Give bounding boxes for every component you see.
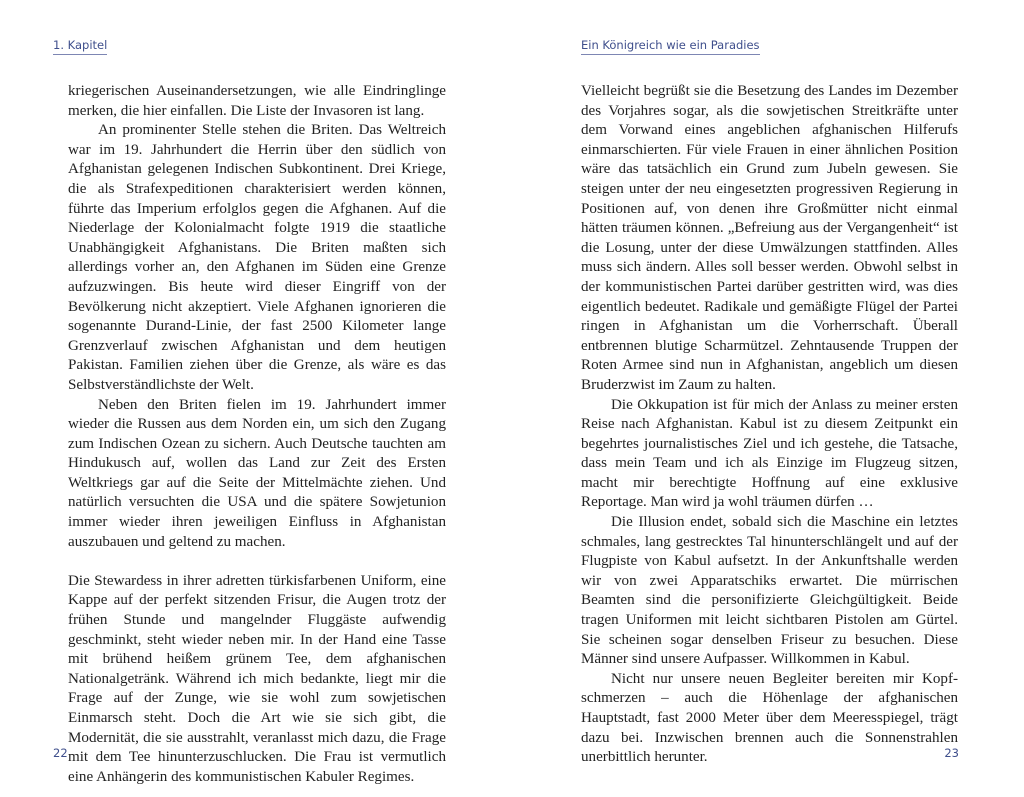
left-page: [53, 0, 446, 797]
left-page-body: [68, 82, 446, 787]
paragraph: Die Okkupation ist für mich der Anlass zu meiner ersten Reise nach Afghanistan. Kabul ist zu diesem Zeitpunkt ein begehrtes journalistisches Ziel und ich gestehe, die Tatsache, dass mein Team und ich als Einzige im Flugzeug sitzen, macht mir berechtigte Hoffnung auf eine exklusive Reportage. Man wird ja wohl träumen dürfen …: [581, 396, 958, 511]
paragraph: kriegerischen Auseinandersetzungen, wie alle Eindringlinge merken, die hier einfallen. Die Liste der Invasoren ist lang.: [68, 83, 446, 119]
paragraph: Neben den Briten fielen im 19. Jahrhundert immer wieder die Russen aus dem Norden ein, um sich den Zugang zum Indischen Ozean zu sichern. Auch Deutsche tauchten am Hindukusch auf, wollen das Land zur Zeit des Ersten Weltkriegs gar auf die Seite der Mittelmächte ziehen. Und natürlich versuchten die USA und die spätere Sowjetunion immer wieder ihren jeweiligen Einfluss in Afghanistan auszubauen und geltend zu machen.: [68, 396, 446, 550]
page-number: 23: [944, 746, 959, 760]
paragraph: Vielleicht begrüßt sie die Besetzung des Landes im Dezember des Vorjahres sogar, als die sowjetischen Streitkräfte unter dem Vorwand eines angeblichen afghanischen Hilferufs einmarschierten. Für viele Frauen in einer ähnlichen Position wäre das tatsächlich ein Grund zum Jubeln gewesen. Sie steigen unter der neu eingesetzten progressiven Regierung in Positionen auf, von denen ihre Großmütter nicht einmal hätten träumen können. „Befreiung aus der Vergangenheit“ ist die Losung, unter der diese Umwälzungen stattfinden. Alles muss sich ändern. Alles soll besser werden. Obwohl selbst in der kommunistischen Partei darüber gestritten wird, was dies eigentlich bedeutet. Radikale und gemäßigte Flügel der Partei ringen in Afghanistan um die Vorherrschaft. Überall entbrennen blutige Scharmützel. Zehntausende Truppen der Roten Armee sind nun in Afghanistan, angeblich um diesen Bruderzwist im Zaum zu halten.: [581, 83, 958, 393]
right-page-body: [581, 82, 958, 768]
paragraph: An prominenter Stelle stehen die Briten. Das Weltreich war im 19. Jahrhundert die Herrin über den südlich von Afghanistan gelegenen Indischen Subkontinent. Drei Kriege, die als Strafexpeditionen charakterisiert werden können, führte das Imperium erfolglos gegen die Afghanen. Auf die Niederlage der Kolonialmacht folgte 1919 die staatliche Unabhängigkeit Afghanistans. Die Briten maßten sich allerdings vorher an, den Afghanen im Süden eine Grenze aufzuzwingen. Bis heute wird dieser Eingriff von der Bevölkerung nicht akzeptiert. Viele Afghanen ignorieren die sogenannte Durand-Linie, der fast 2500 Kilometer lange Grenzverlauf zwischen Afghanistan und dem heutigen Pakistan. Familien ziehen über die Grenze, als wäre es das Selbstverständlichste der Welt.: [68, 122, 446, 393]
right-page: [581, 0, 958, 797]
running-head-title: Ein Königreich wie ein Paradies: [581, 38, 760, 55]
paragraph: Die Stewardess in ihrer adretten türkisfarbenen Uniform, eine Kappe auf der perfekt sitzenden Frisur, die Augen trotz der frühen Stunde und mangelnder Fluggäste aufwendig geschminkt, steht wieder neben mir. In der Hand eine Tasse mit brühend heißem grünem Tee, dem afghanischen Nationalgetränk. Während ich mich bedankte, liegt mir die Frage auf der Zunge, wie sie wohl zum sowjetischen Einmarsch steht. Doch die Art wie sie sich gibt, die Modernität, die sie ausstrahlt, veranlasst mich dazu, die Frage mit dem Tee hinunterzuschlucken. Die Frau ist vermutlich eine Anhängerin des kommunistischen Kabuler Regimes.: [68, 572, 446, 785]
paragraph: Nicht nur unsere neuen Begleiter bereiten mir Kopfschmerzen – auch die Höhenlage der afghanischen Hauptstadt, fast 2000 Meter über dem Meeresspiegel, trägt dazu bei. Inzwischen brennen auch die Sonnenstrahlen unerbittlich herunter.: [581, 670, 958, 766]
running-head-chapter: 1. Kapitel: [53, 38, 107, 55]
paragraph: Die Illusion endet, sobald sich die Maschine ein letztes schmales, lang gestrecktes Tal hinunterschlängelt und auf der Flugpiste von Kabul aufsetzt. In der Ankunftshalle werden wir von zwei Apparatschiks erwartet. Die mürrischen Beamten sind die personifizierte Gleichgültigkeit. Beide tragen Uniformen mit leicht sichtbaren Pistolen am Gürtel. Sie scheinen sogar denselben Friseur zu besuchen. Diese Männer sind unsere Aufpasser. Willkommen in Kabul.: [581, 514, 958, 668]
page-number: 22: [53, 746, 68, 760]
